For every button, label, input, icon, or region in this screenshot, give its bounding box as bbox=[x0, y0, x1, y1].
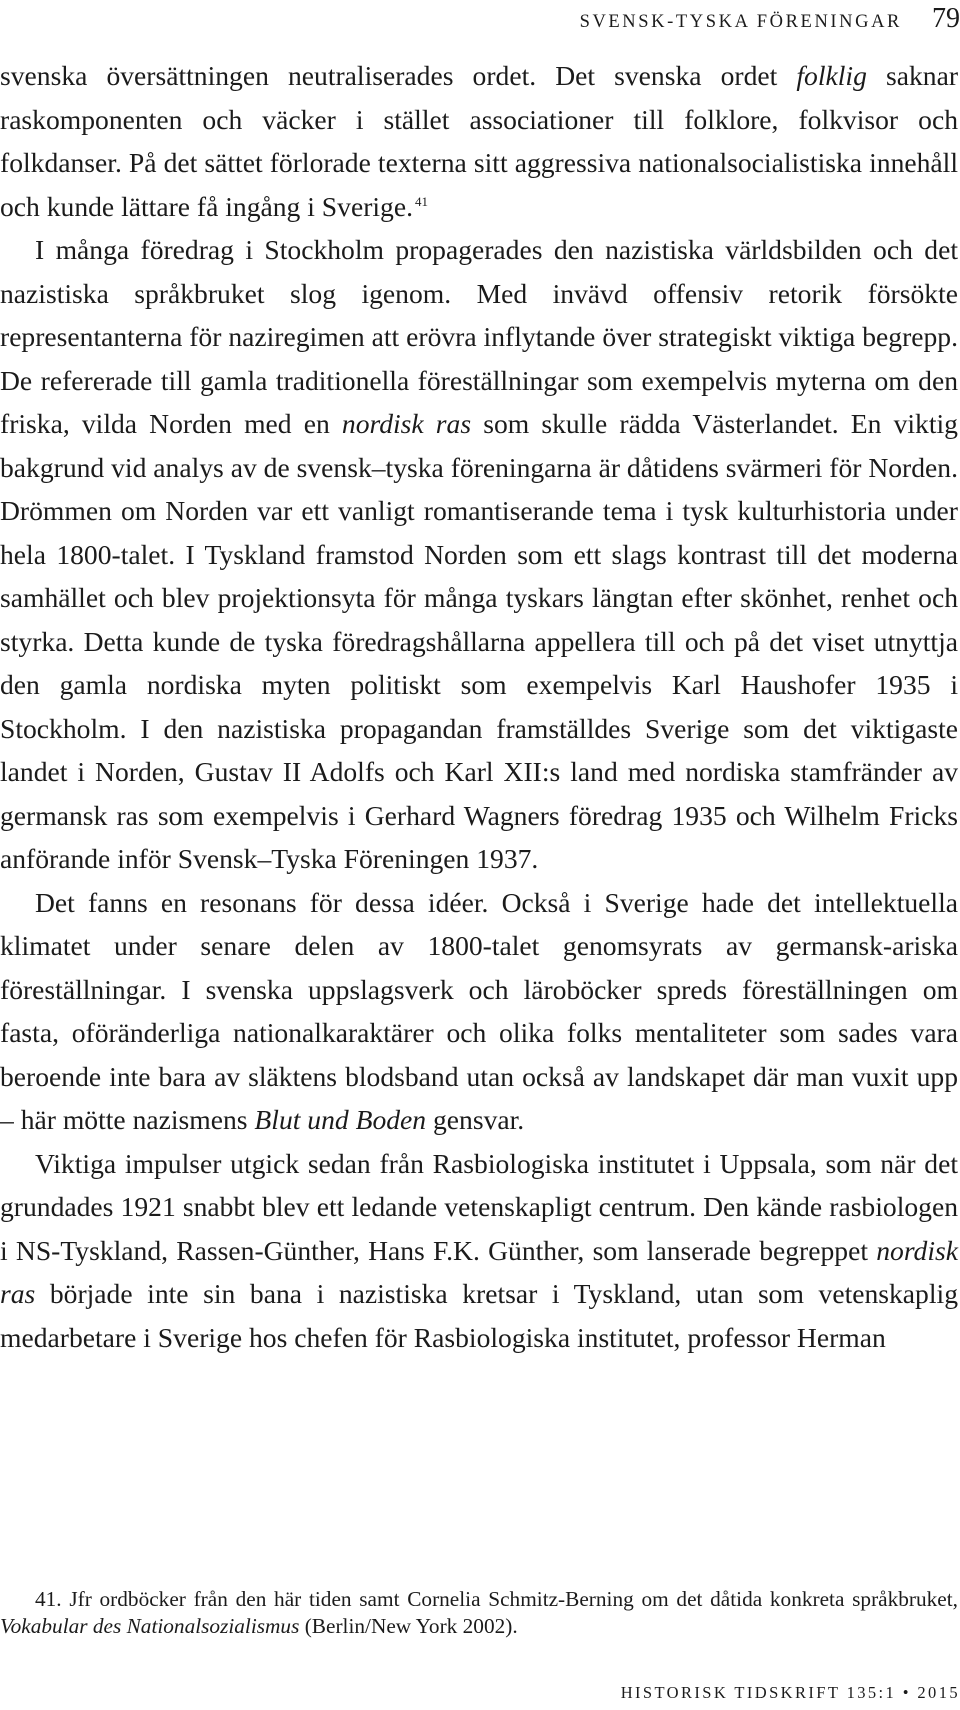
running-foot: HISTORISK TIDSKRIFT 135:1 • 2015 bbox=[620, 1683, 960, 1702]
page-number: 79 bbox=[932, 3, 960, 34]
italic-term: nordisk ras bbox=[341, 408, 472, 439]
text-run: I många föredrag i Stockholm propagerades den nazistiska världsbilden och det nazistiska språkbruket slog igenom. Med invävd offensiv retorik försökte representanterna för naziregimen att erövra inflytande över strategiskt viktiga begrepp. De refererade till gamla traditionella föreställningar som exempelvis myterna om den friska, vilda Norden med en bbox=[0, 234, 958, 439]
italic-term: Blut und Boden bbox=[254, 1104, 427, 1135]
paragraph-4 bbox=[0, 1142, 958, 1360]
footnote-reference: 41 bbox=[415, 193, 428, 209]
italic-term: Vokabular des Nationalsozialismus bbox=[0, 1614, 300, 1638]
italic-term: nordisk ras bbox=[0, 1234, 958, 1309]
footnote-41 bbox=[0, 1586, 958, 1640]
text-run: svenska översättningen neutraliserades ordet. Det svenska ordet bbox=[0, 60, 797, 91]
text-run: började inte sin bana i nazistiska kretsar i Tyskland, utan som vetenskaplig medarbetare i Sverige hos chefen för Rasbiologiska institutet, professor Herman bbox=[0, 1278, 958, 1353]
text-run: gensvar. bbox=[426, 1104, 525, 1135]
text-run: (Berlin/New York 2002). bbox=[299, 1614, 518, 1638]
text-run: som skulle rädda Västerlandet. En viktig bakgrund vid analys av de svensk–tyska föreningarna är dåtidens svärmeri för Norden. Drömmen om Norden var ett vanligt romantiserande tema i tysk kulturhistoria under hela 1800-talet. I Tyskland framstod Norden som ett slags kontrast till det moderna samhället och blev projektionsyta för många tyskars längtan efter skönhet, renhet och styrka. Detta kunde de tyska föredragshållarna appellera till och på det viset utnyttja den gamla nordiska myten politiskt som exempelvis Karl Haushofer 1935 i Stockholm. I den nazistiska propagandan framställdes Sverige som det viktigaste landet i Norden, Gustav II Adolfs och Karl XII:s land med nordiska stamfränder av germansk ras som exempelvis i Gerhard Wagners föredrag 1935 och Wilhelm Fricks anförande inför Svensk–Tyska Föreningen 1937. bbox=[0, 408, 958, 874]
paragraph-3 bbox=[0, 881, 958, 1142]
text-run: saknar raskomponenten och väcker i stället associationer till folklore, folkvisor och folkdanser. På det sättet förlorade texterna sitt aggressiva nationalsocialistiska innehåll och kunde lättare få ingång i Sverige. bbox=[0, 60, 959, 222]
running-head bbox=[0, 4, 960, 34]
text-run: 41. Jfr ordböcker från den här tiden samt Cornelia Schmitz-Berning om det dåtida konkreta språkbruket, bbox=[35, 1587, 958, 1611]
running-title: SVENSK-TYSKA FÖRENINGAR bbox=[579, 12, 902, 32]
paragraph-1 bbox=[0, 54, 958, 228]
text-run: Det fanns en resonans för dessa idéer. Också i Sverige hade det intellektuella klimatet under senare delen av 1800-talet genomsyrats av germansk-ariska föreställningar. I svenska uppslagsverk och läroböcker spreds föreställningen om fasta, oföränderliga nationalkaraktärer och olika folks mentaliteter som sades vara beroende inte bara av släktens blodsband utan också av landskapet där man vuxit upp – här mötte nazismens bbox=[0, 886, 958, 1135]
paragraph-2 bbox=[0, 228, 958, 881]
text-run: Viktiga impulser utgick sedan från Rasbiologiska institutet i Uppsala, som när det grundades 1921 snabbt blev ett ledande vetenskapligt centrum. Den kände rasbiologen i NS-Tyskland, Rassen-Günther, Hans F.K. Günther, som lanserade begreppet bbox=[0, 1147, 958, 1266]
body-text bbox=[0, 54, 958, 1359]
italic-term: folklig bbox=[796, 60, 867, 91]
